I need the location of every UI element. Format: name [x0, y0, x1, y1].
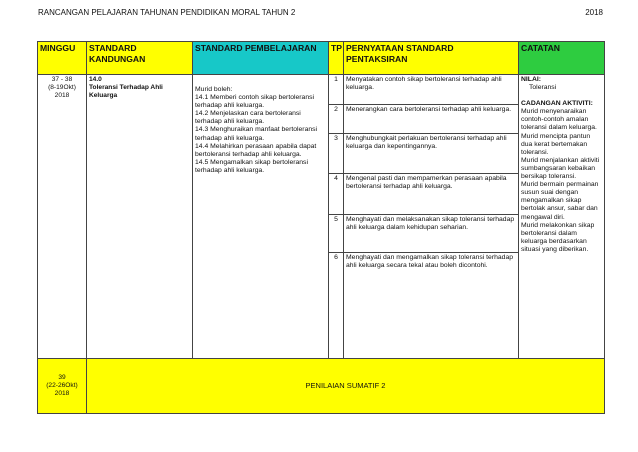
col-header-minggu: MINGGU — [38, 42, 87, 75]
table-row — [38, 75, 605, 105]
sp-item: 14.1 Memberi contoh sikap bertoleransi terhadap ahli keluarga. — [195, 94, 315, 110]
tp-number: 5 — [329, 215, 344, 253]
sp-item: 14.2 Menjelaskan cara bertoleransi terhadap ahli keluarga. — [195, 110, 301, 126]
sp-item: 14.4 Melahirkan perasaan apabila dapat bertoleransi terhadap ahli keluarga. — [195, 142, 317, 158]
col-header-pernyataan-standard: PERNYATAAN STANDARD PENTAKSIRAN — [344, 42, 519, 75]
tp-number: 6 — [329, 253, 344, 359]
activity-item: Murid bermain permainan susun suai dengan mengamalkan sikap bertolak ansur, sabar dan mengawal diri. — [521, 181, 599, 221]
tp-number: 1 — [329, 75, 344, 105]
nilai-value: Toleransi — [529, 84, 557, 92]
table-header-row — [38, 42, 605, 75]
col-header-standard-kandungan: STANDARD KANDUNGAN — [87, 42, 193, 75]
tp-number: 2 — [329, 105, 344, 134]
col-header-catatan: CATATAN — [519, 42, 605, 75]
document-title: RANCANGAN PELAJARAN TAHUNAN PENDIDIKAN MORAL TAHUN 2 — [38, 8, 296, 17]
activity-item: Murid melakonkan sikap bertoleransi dalam keluarga berdasarkan situasi yang diberikan. — [521, 221, 595, 253]
lesson-plan-table — [37, 41, 605, 414]
tp-description: Mengenal pasti dan mempamerkan perasaan apabila bertoleransi terhadap ahli keluarga. — [344, 174, 519, 215]
penilaian-sumatif-cell: PENILAIAN SUMATIF 2 — [87, 359, 605, 414]
tp-description: Menerangkan cara bertoleransi terhadap ahli keluarga. — [344, 105, 519, 134]
date-range: (8-19Okt) — [48, 84, 76, 91]
tp-description: Menyatakan contoh sikap bertoleransi terhadap ahli keluarga. — [344, 75, 519, 105]
standard-kandungan-cell — [87, 75, 193, 359]
sp-item: 14.5 Mengamalkan sikap bertoleransi terhadap ahli keluarga. — [195, 158, 308, 174]
cadangan-label: CADANGAN AKTIVITI: — [521, 100, 593, 108]
document-year: 2018 — [585, 8, 603, 17]
tp-number: 4 — [329, 174, 344, 215]
minggu-cell — [38, 359, 87, 414]
week-range: 37 - 38 — [51, 76, 73, 83]
minggu-cell — [38, 75, 87, 359]
week-year: 2018 — [54, 92, 70, 99]
catatan-cell — [519, 75, 605, 359]
standard-pembelajaran-cell — [193, 75, 329, 359]
activity-item: Murid mencipta pantun dua kerat bertemakan toleransi. — [521, 132, 591, 156]
nilai-label: NILAI: — [521, 76, 542, 83]
activity-item: Murid menyenaraikan contoh-contoh amalan toleransi dalam keluarga. — [521, 108, 597, 132]
tp-description: Menghubungkait perlakuan bertoleransi terhadap ahli keluarga dan kepentingannya. — [344, 134, 519, 174]
page-header — [38, 8, 603, 20]
tp-number: 3 — [329, 134, 344, 174]
col-header-tp: TP — [329, 42, 344, 75]
activity-item: Murid menjalankan aktiviti sumbangsaran kebaikan bersikap toleransi. — [521, 156, 600, 181]
col-header-standard-pembelajaran: STANDARD PEMBELAJARAN — [193, 42, 329, 75]
tp-description: Menghayati dan mengamalkan sikap toleransi terhadap ahli keluarga secara tekal atau boleh dicontohi. — [344, 253, 519, 359]
tp-description: Menghayati dan melaksanakan sikap toleransi terhadap ahli keluarga dalam kehidupan seharian. — [344, 215, 519, 253]
week-range: 39 — [58, 374, 66, 381]
sk-code: 14.0 — [89, 76, 102, 83]
date-range: (22-26Okt) — [46, 382, 78, 389]
table-row — [38, 359, 605, 414]
sp-item: 14.3 Menghuraikan manfaat bertoleransi terhadap ahli keluarga. — [195, 126, 318, 142]
sk-title: Toleransi Terhadap Ahli Keluarga — [89, 84, 163, 99]
sp-intro: Murid boleh: — [195, 86, 233, 93]
week-year: 2018 — [54, 390, 70, 397]
